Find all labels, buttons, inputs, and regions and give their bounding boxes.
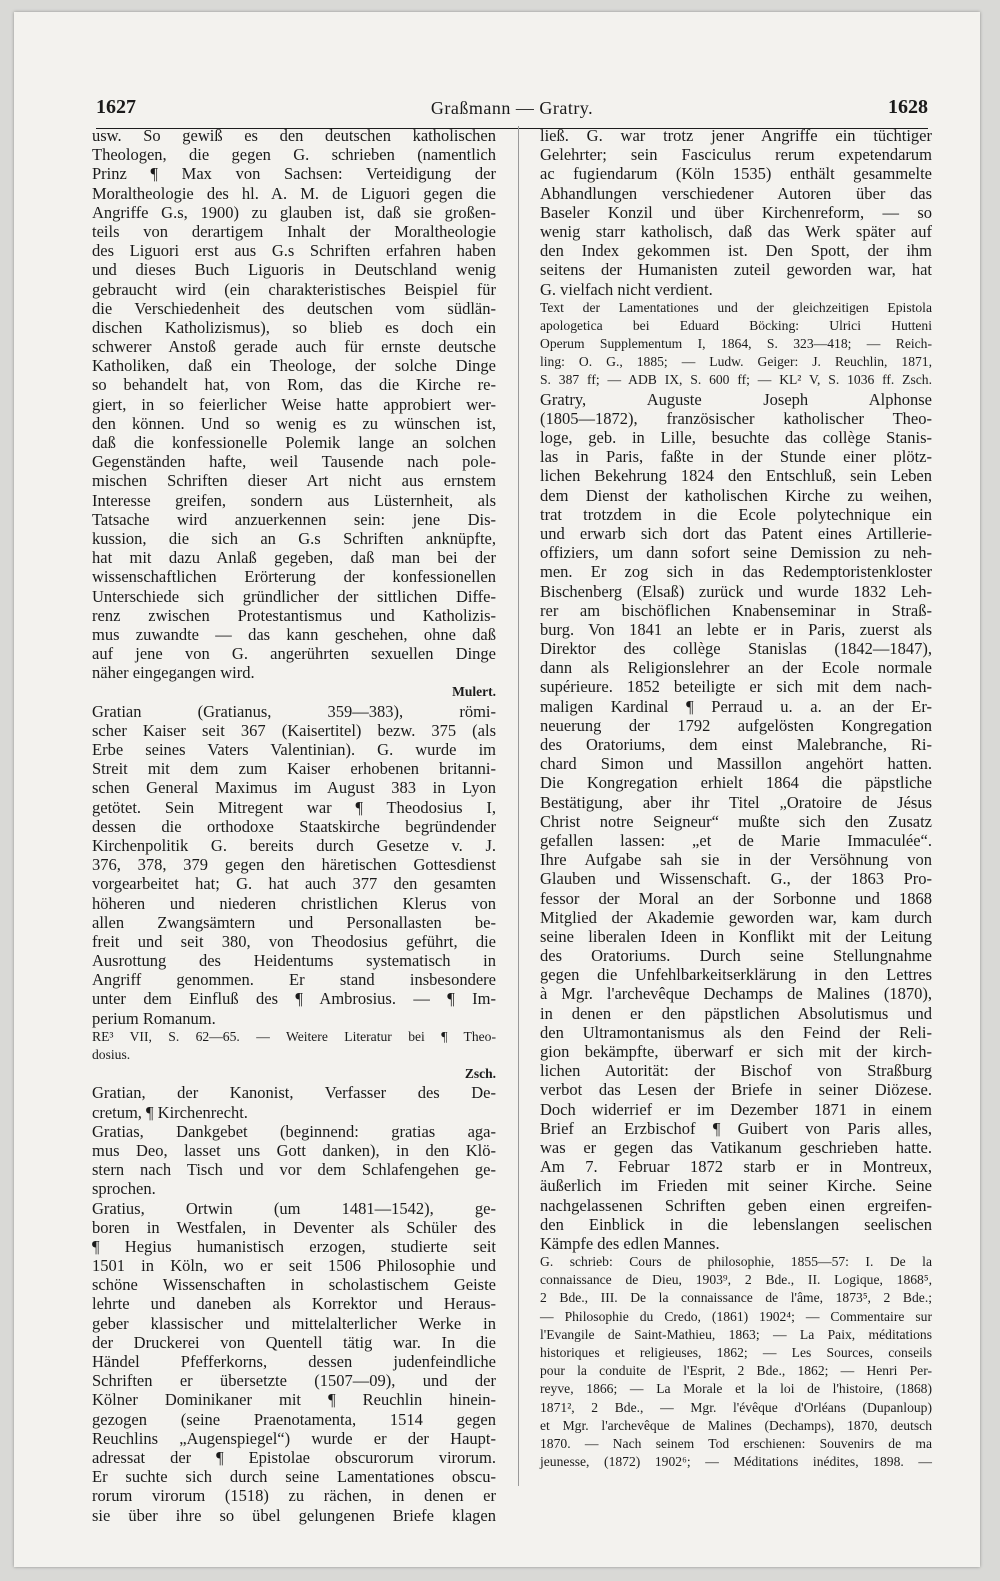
text-line: Am 7. Februar 1872 starb er in Montreux, (540, 1157, 932, 1177)
text-line: ließ. G. war trotz jener Angriffe ein tüchtiger (540, 126, 932, 145)
text-line: Angriff genommen. Er stand insbesondere (92, 970, 496, 990)
text-line: lehrte und daneben als Korrektor und Heraus- (92, 1294, 496, 1314)
text-line: schen General Maximus im August 383 in Lyon (92, 778, 496, 798)
text-line: sie über ihre so übel gelungenen Briefe klagen (92, 1505, 496, 1525)
text-line: las in Paris, faßte in der Stunde einer plötz- (540, 447, 932, 467)
reference-line: 2 Bde., III. De la connaissance de l'âme, 1873⁵, 2 Bde.; (540, 1290, 932, 1306)
text-line: mus Deo, lasset uns Gott danken), in den Klö- (92, 1140, 496, 1160)
text-line: gezogen (seine Praenotamenta, 1514 gegen (92, 1409, 496, 1429)
text-line: wenig starr katholisch, daß das Werk später auf (540, 221, 932, 241)
text-line: perium Romanum. (92, 1008, 216, 1028)
text-line: wissenschaftlichen Erörterung der konfessionellen (92, 567, 496, 587)
text-line: Glauben und Wissenschaft. G., der 1863 Pro- (540, 869, 932, 889)
reference-line: G. schrieb: Cours de philosophie, 1855—57: I. De la (540, 1254, 932, 1270)
text-line: seitens der Humanisten zuteil geworden war, hat (540, 260, 932, 280)
text-line: Kämpfe des edlen Mannes. (540, 1233, 720, 1253)
text-line: Theologen, die gegen G. schrieben (namentlich (92, 145, 496, 165)
text-line: Gratias, Dankgebet (beginnend: gratias aga- (92, 1121, 496, 1141)
text-line: so behandelt hat, von Rom, das die Kirche re- (92, 375, 496, 395)
text-line: boren in Westfalen, in Deventer als Schüler des (92, 1217, 496, 1237)
text-line: näher eingegangen wird. (92, 663, 255, 683)
text-line: des Oratoriums, dem einst Malebranche, Ri- (540, 735, 932, 754)
text-line: lichen Bekehrung 1824 den Entschluß, sein Leben (540, 466, 932, 486)
text-line: dann als Religionslehrer an der Ecole normale (540, 658, 932, 678)
text-line: scher Kaiser seit 367 (Kaisertitel) bezw. 375 (als (92, 720, 496, 740)
text-line: gefallen lassen: „et de Marie Immaculée“. (540, 830, 932, 850)
text-line: Mitglied der Akademie geworden war, kam durch (540, 907, 932, 927)
reference-line: apologetica bei Eduard Böcking: Ulrici Hutteni (540, 317, 932, 333)
text-line: dem Dienst der katholischen Kirche zu weihen, (540, 485, 932, 505)
text-line: gebraucht wird (ein charakteristisches Beispiel für (92, 279, 496, 299)
text-line: Ihre Aufgabe sah sie in der Versöhnung von (540, 850, 932, 870)
text-line: Abhandlungen verschiedener Autoren über das (540, 183, 932, 203)
text-line: dischen Katholizismus), so blieb es doch ein (92, 317, 496, 337)
text-line: Schriften er übersetzte (1507—09), und der (92, 1371, 496, 1391)
text-line: gegen die Unfehlbarkeitserklärung in den Lettres (540, 965, 932, 985)
text-line: Ausrottung des Heidentums systematisch in (92, 951, 496, 971)
text-line: und erwarb sich dort das Patent eines Artillerie- (540, 523, 932, 543)
text-line: à Mgr. l'archevêque Dechamps de Malines (1870), (540, 984, 932, 1004)
reference-line: S. 387 ff; — ADB IX, S. 600 ff; — KL² V, S. 1036 ff. Zsch. (540, 372, 932, 388)
text-line: rer am bischöflichen Knabenseminar in Straß- (540, 600, 932, 620)
text-line: lichen Autorität: der Bischof von Straßburg (540, 1061, 932, 1081)
text-line: geber klassischer und mittelalterlicher Werke in (92, 1313, 496, 1333)
text-line: Baseler Konzil und über Kirchenreform, — so (540, 202, 932, 222)
reference-line: Operum Supplementum I, 1864, S. 323—418; — Reich- (540, 336, 932, 352)
text-line: getötet. Sein Mitregent war ¶ Theodosius I, (92, 797, 496, 817)
text-line: hat mit dazu Anlaß gegeben, daß man bei der (92, 548, 496, 568)
reference-line: 1871², 2 Bde., — Mgr. l'évêque d'Orléans (Dupanloup) (540, 1399, 932, 1415)
text-line: mischen Schriften dieser Art nicht aus ernstem (92, 471, 496, 491)
text-line: den können. Und so wenig es zu wünschen ist, (92, 413, 496, 433)
text-line: ¶ Hegius humanistisch erzogen, studierte seit (92, 1236, 496, 1256)
text-line: ac fugiendarum (Köln 1535) enthält gesammelte (540, 164, 932, 184)
text-line: Angriffe G.s, 1900) zu glauben ist, daß sie großen- (92, 202, 496, 222)
text-line: unter dem Einfluß des ¶ Ambrosius. — ¶ Im- (92, 989, 496, 1009)
text-line: renz zwischen Protestantismus und Katholizis- (92, 605, 496, 625)
text-line: neuerung der 1792 aufgelösten Kongregation (540, 715, 932, 735)
text-line: stern nach Tisch und vor dem Schlafengehen ge- (92, 1160, 496, 1180)
reference-line: l'Evangile de Saint-Mathieu, 1863; — La Paix, méditations (540, 1326, 932, 1342)
page-header (96, 94, 928, 129)
reference-line: RE³ VII, S. 62—65. — Weitere Literatur bei ¶ Theo- (92, 1028, 496, 1044)
reference-line: dosius. (92, 1047, 131, 1062)
text-line: die Verschiedenheit des deutschen vom südlän- (92, 298, 496, 318)
text-line: Moraltheologie des hl. A. M. de Liguori gegen die (92, 183, 496, 203)
text-line: giert, in so feierlicher Weise hatte approbiert wer- (92, 394, 496, 414)
text-line: burg. Von 1841 an lebte er in Paris, zuerst als (540, 619, 932, 639)
text-line: gion bekämpfte, überwarf er sich mit der kirch- (540, 1042, 932, 1061)
text-line: fessor der Moral an der Sorbonne und 1868 (540, 888, 932, 908)
text-line: Händel Pfefferkorns, dessen judenfeindliche (92, 1352, 496, 1371)
text-line: Er suchte sich durch seine Lamentationes obscu- (92, 1467, 496, 1487)
text-line: der Druckerei von Quentell tätig war. In die (92, 1332, 496, 1352)
author-signature: Mulert. (452, 684, 496, 700)
text-line: Katholiken, daß ein Theologe, der solche Dinge (92, 356, 496, 376)
reference-line: jeunesse, (1872) 1902⁶; — Méditations inédites, 1898. — (540, 1454, 932, 1470)
text-line: den Index gekommen ist. Den Spott, der ihm (540, 241, 932, 261)
text-line: was er gegen das Vatikanum geschrieben hatte. (540, 1137, 932, 1157)
column-divider (518, 126, 519, 1486)
reference-line: 1870. — Nach seinem Tod erschienen: Souvenirs de ma (540, 1435, 932, 1451)
text-line: G. vielfach nicht verdient. (540, 279, 713, 299)
text-line: cretum, ¶ Kirchenrecht. (92, 1102, 248, 1122)
reference-line: connaissance de Dieu, 1903⁹, 2 Bde., II. Logique, 1868⁵, (540, 1272, 932, 1288)
text-line: Brief an Erzbischof ¶ Guibert von Paris alles, (540, 1118, 932, 1138)
text-line: allen Zwangsämtern und Personallasten be- (92, 912, 496, 932)
reference-line: ling: O. G., 1885; — Ludw. Geiger: J. Reuchlin, 1871, (540, 354, 932, 370)
author-signature: Zsch. (464, 1066, 496, 1082)
page-number-right: 1628 (888, 96, 928, 118)
text-line: Kölner Dominikaner mit ¶ Reuchlin hinein- (92, 1390, 496, 1410)
text-line: Bischenberg (Elsaß) zurück und wurde 1832 Leh- (540, 581, 932, 601)
text-line: rorum virorum (1518) zu rächen, in denen er (92, 1486, 496, 1506)
text-line: freit und seit 380, von Theodosius geführt, die (92, 931, 496, 951)
reference-line: Text der Lamentationes und der gleichzeitigen Epistola (540, 299, 932, 315)
text-line: Prinz ¶ Max von Sachsen: Verteidigung der (92, 164, 496, 184)
reference-line: — Philosophie du Credo, (1861) 1902⁴; — Commentaire sur (540, 1308, 932, 1324)
text-line: chard Simon und Massillon angehört hatten. (540, 754, 932, 774)
text-line: schwerer Anstoß gerade auch für ernste deutsche (92, 337, 496, 357)
text-line: Gratius, Ortwin (um 1481—1542), ge- (92, 1198, 496, 1218)
text-line: verbot das Lesen der Briefe in seiner Diözese. (540, 1080, 932, 1100)
text-line: offiziers, um dann sofort seine Demission zu neh- (540, 543, 932, 563)
text-line: den Einblick in die lebenslangen seelischen (540, 1214, 932, 1234)
text-line: Kirchenpolitik G. bereits durch Gesetze v. J. (92, 835, 496, 855)
text-line: 1501 in Köln, wo er seit 1506 Philosophie und (92, 1256, 496, 1276)
text-line: den Ultramontanismus als den Feind der Reli- (540, 1022, 932, 1042)
reference-line: reyve, 1866; — La Morale et la loi de l'histoire, (1868) (540, 1381, 932, 1397)
text-line: Die Kongregation erhielt 1864 die päpstliche (540, 773, 932, 793)
text-line: nachgelassenen Schriften geben einen ergreifen- (540, 1195, 932, 1215)
text-line: Streit mit dem zum Kaiser erhobenen britanni- (92, 759, 496, 779)
text-line: Gegenständen hafte, weil Tausende nach pole- (92, 452, 496, 472)
left-column (92, 126, 496, 1525)
text-line: Christ notre Seigneur“ mußte sich den Zusatz (540, 811, 932, 831)
text-line: teils von derartigem Inhalt der Moraltheologie (92, 221, 496, 241)
text-line: men. Er zog sich in das Redemptoristenkloster (540, 562, 932, 582)
text-line: (1805—1872), französischer katholischer Theo- (540, 408, 932, 428)
text-line: Gelehrter; sein Fasciculus rerum expetendarum (540, 145, 932, 165)
text-line: usw. So gewiß es den deutschen katholischen (92, 126, 496, 145)
text-line: mus zuwandte — das kann geschehen, ohne daß (92, 624, 496, 644)
right-column (540, 126, 932, 1496)
text-line: Gratry, Auguste Joseph Alphonse (540, 389, 932, 409)
text-line: Bestätigung, aber ihr Titel „Oratoire de Jésus (540, 792, 932, 812)
text-line: seine liberalen Ideen in Konflikt mit der Leitung (540, 926, 932, 946)
text-line: Erbe seines Vaters Valentinian). G. wurde im (92, 740, 496, 759)
text-line: des Liguori erst aus G.s Schriften erfahren haben (92, 241, 496, 261)
text-line: supérieure. 1852 beteiligte er sich mit dem nach- (540, 677, 932, 697)
text-line: trat trotzdem in die Ecole polytechnique ein (540, 504, 932, 524)
reference-line: historiques et religieuses, 1862; — Les Sources, conseils (540, 1345, 932, 1360)
reference-line: et Mgr. l'archevêque de Malines (Dechamps), 1870, deutsch (540, 1417, 932, 1433)
text-line: äußerlich im Frieden mit seiner Kirche. Seine (540, 1176, 932, 1196)
text-line: dessen die orthodoxe Staatskirche begründender (92, 816, 496, 836)
running-title: Graßmann — Gratry. (430, 98, 594, 118)
text-line: des Oratoriums. Durch seine Stellungnahme (540, 946, 932, 966)
text-line: Unterschiede sich gründlicher der sittlichen Diffe- (92, 586, 496, 606)
text-line: auf jene von G. angerührten sexuellen Dinge (92, 644, 496, 664)
text-line: Gratian, der Kanonist, Verfasser des De- (92, 1083, 496, 1103)
text-line: Gratian (Gratianus, 359—383), römi- (92, 701, 496, 721)
text-line: vorgearbeitet hat; G. hat auch 377 den gesamten (92, 874, 496, 894)
text-line: und dieses Buch Liguoris in Deutschland wenig (92, 260, 496, 280)
text-line: Reuchlins „Augenspiegel“) wurde er der Haupt- (92, 1428, 496, 1448)
reference-line: pour la conduite de l'Esprit, 2 Bde., 1862; — Henri Per- (540, 1363, 932, 1379)
text-line: maligen Kardinal ¶ Perraud u. a. an der Er- (540, 696, 932, 716)
text-line: loge, geb. in Lille, besuchte das collège Stanis- (540, 428, 932, 447)
text-line: Interesse greifen, sondern aus Lüsternheit, als (92, 490, 496, 510)
text-line: Doch widerrief er im Dezember 1871 in einem (540, 1099, 932, 1119)
text-line: schöne Wissenschaften in scholastischem Geiste (92, 1275, 496, 1295)
text-line: höheren und niederen christlichen Klerus von (92, 893, 496, 913)
text-line: kussion, die sich an G.s Schriften anknüpfte, (92, 528, 496, 548)
text-line: in denen er den päpstlichen Absolutismus und (540, 1003, 932, 1023)
text-line: 376, 378, 379 gegen den häretischen Gottesdienst (92, 855, 496, 875)
text-line: Direktor des collège Stanislas (1842—1847), (540, 639, 932, 659)
text-line: Tatsache wird anzuerkennen sein: jene Dis- (92, 509, 496, 529)
text-line: adressat der ¶ Epistolae obscurorum virorum. (92, 1447, 496, 1467)
text-line: sprochen. (92, 1179, 156, 1199)
text-line: daß die konfessionelle Polemik lange an solchen (92, 433, 496, 452)
page-number-left: 1627 (96, 96, 136, 118)
